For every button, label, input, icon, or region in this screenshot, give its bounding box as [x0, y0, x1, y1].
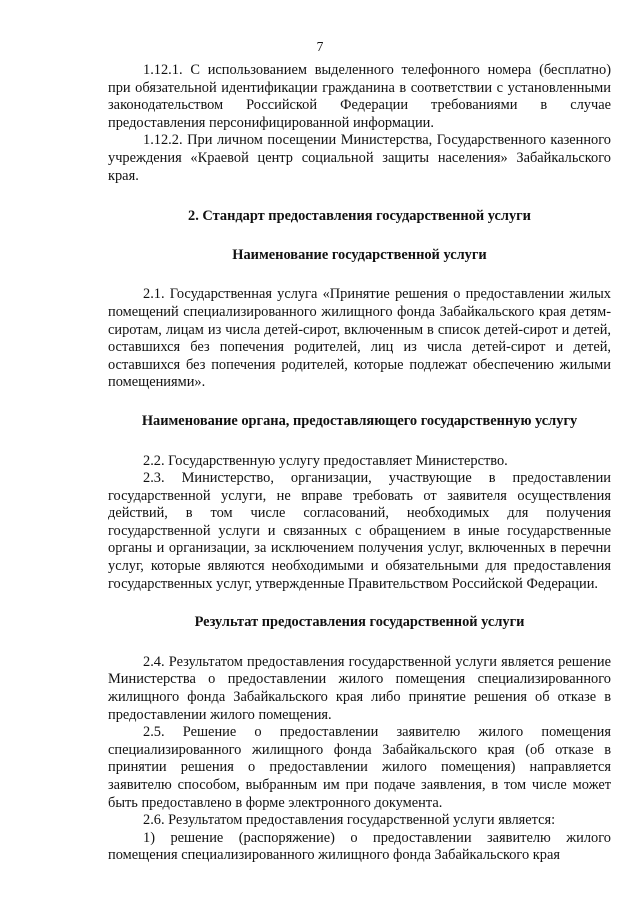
page-number: 7 — [316, 39, 324, 54]
subsection-title-result: Результат предоставления государственной услуги — [194, 614, 525, 631]
subsection-title-service-name: Наименование государственной услуги — [232, 246, 487, 263]
paragraph-2-5: 2.5. Решение о предоставлении заявителю жилого помещения специализированного жилищного фонда Забайкальского края (об отказе в принятии решения о предоставлении жилого помещения) направляется заявителю способом, выбранным им при подаче заявления, в том числе может быть предоставлено в форме электронного документа. — [108, 724, 611, 811]
paragraph-2-6-item-1: 1) решение (распоряжение) о предоставлении заявителю жилого помещения специализированного жилищного фонда Забайкальского края — [108, 829, 611, 864]
paragraph-1-12-2: 1.12.2. При личном посещении Министерства, Государственного казенного учреждения «Краевой центр социальной защиты населения» Забайкальского края. — [108, 132, 611, 184]
paragraph-1-12-1: 1.12.1. С использованием выделенного телефонного номера (бесплатно) при обязательной идентификации гражданина в соответствии с установленными законодательством Российской Федерации требованиями в случае предоставления персонифицированной информации. — [108, 62, 611, 131]
paragraph-2-3: 2.3. Министерство, организации, участвующие в предоставлении государственной услуги, не вправе требовать от заявителя осуществления действий, в том числе согласований, необходимых для получения государственной услуги и связанных с обращением в иные государственные органы и организации, за исключением получения услуг, включенных в перечни услуг, которые являются необходимыми и обязательными для предоставления государственных услуг, утвержденные Правительством Российской Федерации. — [108, 470, 611, 592]
paragraph-2-1: 2.1. Государственная услуга «Принятие решения о предоставлении жилых помещений специализированного жилищного фонда Забайкальского края детям-сиротам, лицам из числа детей-сирот, включенным в список детей-сирот и детей, оставшихся без попечения родителей, лиц из числа детей-сирот и детей, оставшихся без попечения родителей, которые подлежат обеспечению жилыми помещениями». — [108, 286, 611, 391]
paragraph-2-4: 2.4. Результатом предоставления государственной услуги является решение Министерства о предоставлении жилого помещения специализированного жилищного фонда Забайкальского края либо принятие решения об отказе в предоставлении жилого помещения. — [108, 653, 611, 723]
paragraph-2-6: 2.6. Результатом предоставления государственной услуги является: — [143, 812, 556, 829]
section-title: 2. Стандарт предоставления государственной услуги — [188, 208, 531, 225]
subsection-title-authority: Наименование органа, предоставляющего государственную услугу — [141, 412, 578, 429]
document-body — [108, 62, 611, 865]
paragraph-2-2: 2.2. Государственную услугу предоставляет Министерство. — [143, 452, 508, 469]
